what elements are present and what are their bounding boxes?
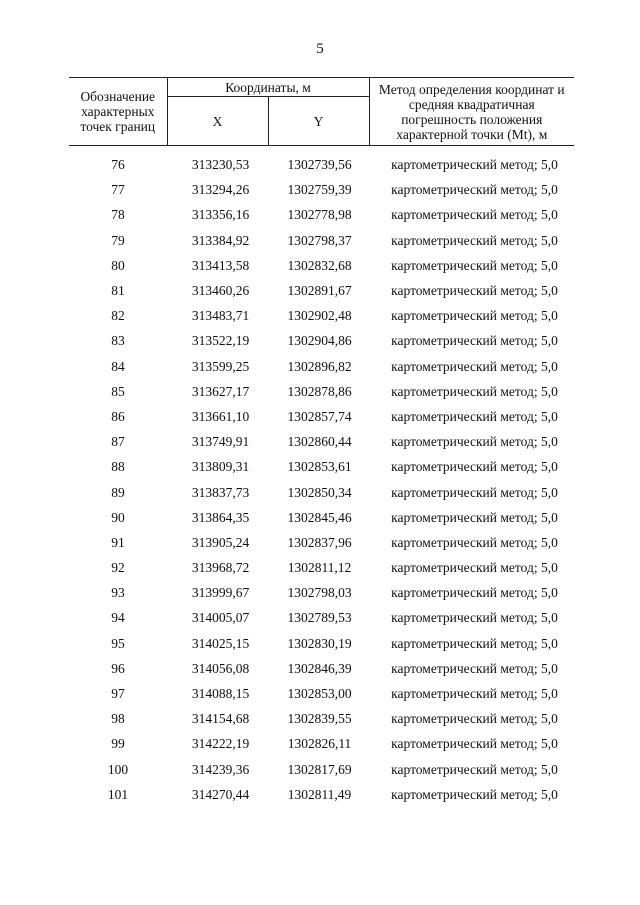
y-coordinate-cell: 1302853,61 [287,459,352,475]
x-coordinate-cell: 313864,35 [191,509,250,525]
point-number-cell: 84 [111,358,125,374]
x-coordinate-cell: 313749,91 [191,434,250,450]
table-row [69,706,574,731]
x-coordinate-cell: 313837,73 [191,484,250,500]
method-cell: картометрический метод; 5,0 [391,383,558,399]
y-coordinate-cell: 1302739,56 [287,157,352,173]
method-cell: картометрический метод; 5,0 [391,459,558,475]
point-number-cell: 101 [107,786,129,802]
x-coordinate-cell: 313294,26 [191,182,250,198]
y-coordinate-cell: 1302832,68 [287,257,352,273]
x-coordinate-cell: 313483,71 [191,308,250,324]
method-cell: картометрический метод; 5,0 [391,308,558,324]
y-coordinate-cell: 1302817,69 [287,761,352,777]
y-coordinate-cell: 1302891,67 [287,283,352,299]
y-coordinate-cell: 1302896,82 [287,358,352,374]
table-row [69,152,574,177]
table-body [69,146,574,807]
y-coordinate-cell: 1302798,03 [287,585,352,601]
table-row [69,505,574,530]
x-coordinate-cell: 313522,19 [191,333,250,349]
method-cell: картометрический метод; 5,0 [391,786,558,802]
header-x: X [167,97,268,146]
table-row [69,731,574,756]
x-coordinate-cell: 313230,53 [191,157,250,173]
table-row [69,202,574,227]
x-coordinate-cell: 314056,08 [191,660,250,676]
y-coordinate-cell: 1302878,86 [287,383,352,399]
y-coordinate-cell: 1302789,53 [287,610,352,626]
header-coordinates: Координаты, м [167,78,369,97]
method-cell: картометрический метод; 5,0 [391,434,558,450]
method-cell: картометрический метод; 5,0 [391,484,558,500]
table-row [69,782,574,807]
point-number-cell: 90 [111,509,125,525]
x-coordinate-cell: 313460,26 [191,283,250,299]
y-coordinate-cell: 1302850,34 [287,484,352,500]
y-coordinate-cell: 1302904,86 [287,333,352,349]
point-number-cell: 78 [111,207,125,223]
method-cell: картометрический метод; 5,0 [391,257,558,273]
method-cell: картометрический метод; 5,0 [391,182,558,198]
y-coordinate-cell: 1302846,39 [287,660,352,676]
table-row [69,605,574,630]
point-number-cell: 92 [111,560,125,576]
method-cell: картометрический метод; 5,0 [391,509,558,525]
point-number-cell: 86 [111,408,125,424]
y-coordinate-cell: 1302857,74 [287,408,352,424]
table-row [69,253,574,278]
coordinates-table [69,77,574,807]
point-number-cell: 89 [111,484,125,500]
method-cell: картометрический метод; 5,0 [391,157,558,173]
method-cell: картометрический метод; 5,0 [391,408,558,424]
point-number-cell: 81 [111,283,125,299]
point-number-cell: 85 [111,383,125,399]
method-cell: картометрический метод; 5,0 [391,585,558,601]
point-number-cell: 88 [111,459,125,475]
y-coordinate-cell: 1302830,19 [287,635,352,651]
method-cell: картометрический метод; 5,0 [391,761,558,777]
y-coordinate-cell: 1302837,96 [287,534,352,550]
method-cell: картометрический метод; 5,0 [391,534,558,550]
table-row [69,354,574,379]
point-number-cell: 80 [111,257,125,273]
table-row [69,530,574,555]
x-coordinate-cell: 313999,67 [191,585,250,601]
table-row [69,404,574,429]
point-number-cell: 82 [111,308,125,324]
table-row [69,479,574,504]
y-coordinate-cell: 1302853,00 [287,686,352,702]
point-number-cell: 98 [111,711,125,727]
table-row [69,656,574,681]
x-coordinate-cell: 313413,58 [191,257,250,273]
method-cell: картометрический метод; 5,0 [391,232,558,248]
x-coordinate-cell: 314025,15 [191,635,250,651]
table-row [69,454,574,479]
y-coordinate-cell: 1302902,48 [287,308,352,324]
table-row [69,303,574,328]
method-cell: картометрический метод; 5,0 [391,635,558,651]
method-cell: картометрический метод; 5,0 [391,736,558,752]
x-coordinate-cell: 313599,25 [191,358,250,374]
point-number-cell: 79 [111,232,125,248]
y-coordinate-cell: 1302839,55 [287,711,352,727]
point-number-cell: 83 [111,333,125,349]
y-coordinate-cell: 1302811,49 [287,786,352,802]
x-coordinate-cell: 314005,07 [191,610,250,626]
table-row [69,228,574,253]
table-row [69,379,574,404]
x-coordinate-cell: 313905,24 [191,534,250,550]
y-coordinate-cell: 1302778,98 [287,207,352,223]
x-coordinate-cell: 313809,31 [191,459,250,475]
y-coordinate-cell: 1302845,46 [287,509,352,525]
method-cell: картометрический метод; 5,0 [391,660,558,676]
method-cell: картометрический метод; 5,0 [391,711,558,727]
point-number-cell: 91 [111,534,125,550]
table-row [69,429,574,454]
y-coordinate-cell: 1302811,12 [287,560,352,576]
header-y: Y [268,97,369,146]
page-number: 5 [316,41,324,57]
method-cell: картометрический метод; 5,0 [391,686,558,702]
point-number-cell: 77 [111,182,125,198]
table-header [69,78,574,146]
y-coordinate-cell: 1302826,11 [287,736,352,752]
method-cell: картометрический метод; 5,0 [391,283,558,299]
method-cell: картометрический метод; 5,0 [391,207,558,223]
table-row [69,177,574,202]
point-number-cell: 97 [111,686,125,702]
table-row [69,681,574,706]
point-number-cell: 94 [111,610,125,626]
header-method: Метод определения координат и средняя квадратичная погрешность положения характерной точки (Mt), м [369,78,574,146]
table-row [69,631,574,656]
x-coordinate-cell: 314222,19 [191,736,250,752]
table-row [69,580,574,605]
x-coordinate-cell: 314270,44 [191,786,250,802]
point-number-cell: 87 [111,434,125,450]
header-designation: Обозначение характерных точек границ [69,78,167,146]
method-cell: картометрический метод; 5,0 [391,358,558,374]
table-row [69,328,574,353]
x-coordinate-cell: 313384,92 [191,232,250,248]
x-coordinate-cell: 313661,10 [191,408,250,424]
point-number-cell: 100 [107,761,129,777]
x-coordinate-cell: 314154,68 [191,711,250,727]
method-cell: картометрический метод; 5,0 [391,333,558,349]
x-coordinate-cell: 313627,17 [191,383,250,399]
point-number-cell: 99 [111,736,125,752]
point-number-cell: 76 [111,157,125,173]
x-coordinate-cell: 313356,16 [191,207,250,223]
x-coordinate-cell: 314088,15 [191,686,250,702]
table-row [69,555,574,580]
method-cell: картометрический метод; 5,0 [391,610,558,626]
table-row [69,278,574,303]
point-number-cell: 93 [111,585,125,601]
point-number-cell: 96 [111,660,125,676]
table-row [69,757,574,782]
point-number-cell: 95 [111,635,125,651]
x-coordinate-cell: 314239,36 [191,761,250,777]
method-cell: картометрический метод; 5,0 [391,560,558,576]
y-coordinate-cell: 1302798,37 [287,232,352,248]
x-coordinate-cell: 313968,72 [191,560,250,576]
y-coordinate-cell: 1302860,44 [287,434,352,450]
y-coordinate-cell: 1302759,39 [287,182,352,198]
